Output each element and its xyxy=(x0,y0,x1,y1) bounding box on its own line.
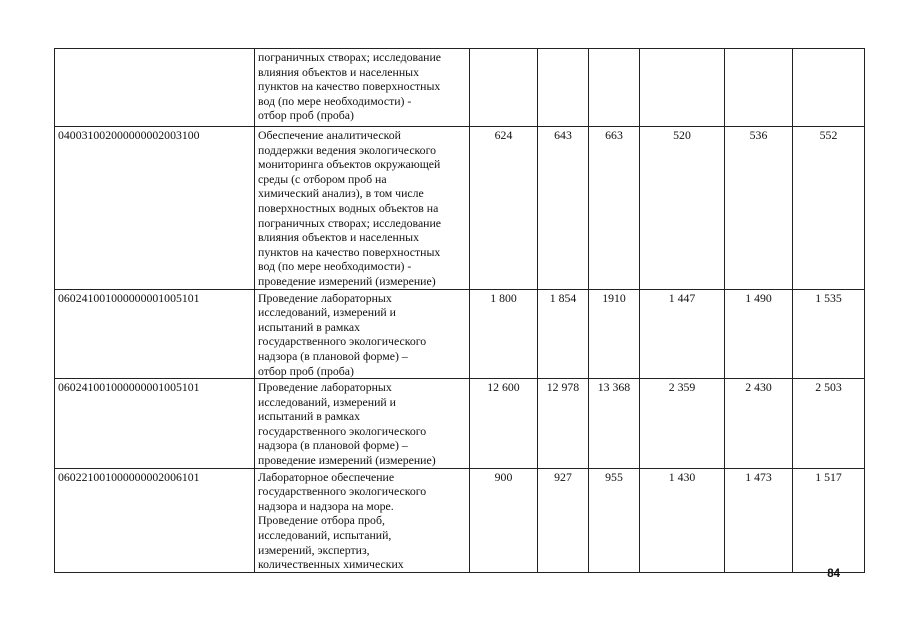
service-name-text: Обеспечение аналитической поддержки ведения экологического мониторинга объектов окружающей среды (с отбором проб на химический анализ), в том числе поверхностных водных объектов на пограничных створах; исследование влияния объектов и населенных пунктов на качество поверхностных вод (по мере необходимости) - проведение измерений (измерение) xyxy=(258,128,442,288)
value-cell-6: 552 xyxy=(793,127,865,290)
value-cell-1: 12 600 xyxy=(470,379,538,469)
service-code-cell: 040031002000000002003100 xyxy=(55,127,255,290)
value-cell-2: 643 xyxy=(538,127,589,290)
service-name-cell xyxy=(255,49,470,127)
service-name-cell xyxy=(255,289,470,379)
value-cell-1: 1 800 xyxy=(470,289,538,379)
service-name-cell xyxy=(255,127,470,290)
value-cell-3 xyxy=(589,49,640,127)
service-code-cell: 060241001000000001005101 xyxy=(55,379,255,469)
value-cell-4: 1 430 xyxy=(640,468,725,572)
value-cell-3: 663 xyxy=(589,127,640,290)
value-cell-6: 1 535 xyxy=(793,289,865,379)
service-name-text: Проведение лабораторных исследований, измерений и испытаний в рамках государственного экологического надзора (в плановой форме) – проведение измерений (измерение) xyxy=(258,380,436,468)
value-cell-4: 520 xyxy=(640,127,725,290)
table-row xyxy=(55,289,865,379)
value-cell-5: 1 473 xyxy=(725,468,793,572)
service-name-text: пограничных створах; исследование влияния объектов и населенных пунктов на качество поверхностных вод (по мере необходимости) - отбор проб (проба) xyxy=(258,50,442,123)
table-row xyxy=(55,127,865,290)
service-name-cell xyxy=(255,468,470,572)
value-cell-6: 1 517 xyxy=(793,468,865,572)
service-code-cell: 060221001000000002006101 xyxy=(55,468,255,572)
service-code-cell: 060241001000000001005101 xyxy=(55,289,255,379)
value-cell-5: 1 490 xyxy=(725,289,793,379)
service-name-text: Лабораторное обеспечение государственного экологического надзора и надзора на море. Проведение отбора проб, исследований, испытаний, измерений, экспертиз, количественных химических xyxy=(258,469,427,572)
table-row xyxy=(55,379,865,469)
value-cell-6 xyxy=(793,49,865,127)
table-row xyxy=(55,468,865,572)
service-name-cell xyxy=(255,379,470,469)
value-cell-3: 1910 xyxy=(589,289,640,379)
value-cell-5: 2 430 xyxy=(725,379,793,469)
value-cell-2 xyxy=(538,49,589,127)
service-name-text: Проведение лабораторных исследований, измерений и испытаний в рамках государственного экологического надзора (в плановой форме) – отбор проб (проба) xyxy=(258,290,427,378)
value-cell-5: 536 xyxy=(725,127,793,290)
value-cell-2: 12 978 xyxy=(538,379,589,469)
table-body xyxy=(55,49,865,573)
value-cell-3: 955 xyxy=(589,468,640,572)
page-number: 84 xyxy=(827,568,840,580)
value-cell-1 xyxy=(470,49,538,127)
services-table xyxy=(54,48,865,573)
value-cell-3: 13 368 xyxy=(589,379,640,469)
value-cell-5 xyxy=(725,49,793,127)
value-cell-4 xyxy=(640,49,725,127)
value-cell-4: 1 447 xyxy=(640,289,725,379)
value-cell-6: 2 503 xyxy=(793,379,865,469)
value-cell-2: 1 854 xyxy=(538,289,589,379)
value-cell-2: 927 xyxy=(538,468,589,572)
service-code-cell xyxy=(55,49,255,127)
value-cell-4: 2 359 xyxy=(640,379,725,469)
value-cell-1: 624 xyxy=(470,127,538,290)
value-cell-1: 900 xyxy=(470,468,538,572)
table-row xyxy=(55,49,865,127)
